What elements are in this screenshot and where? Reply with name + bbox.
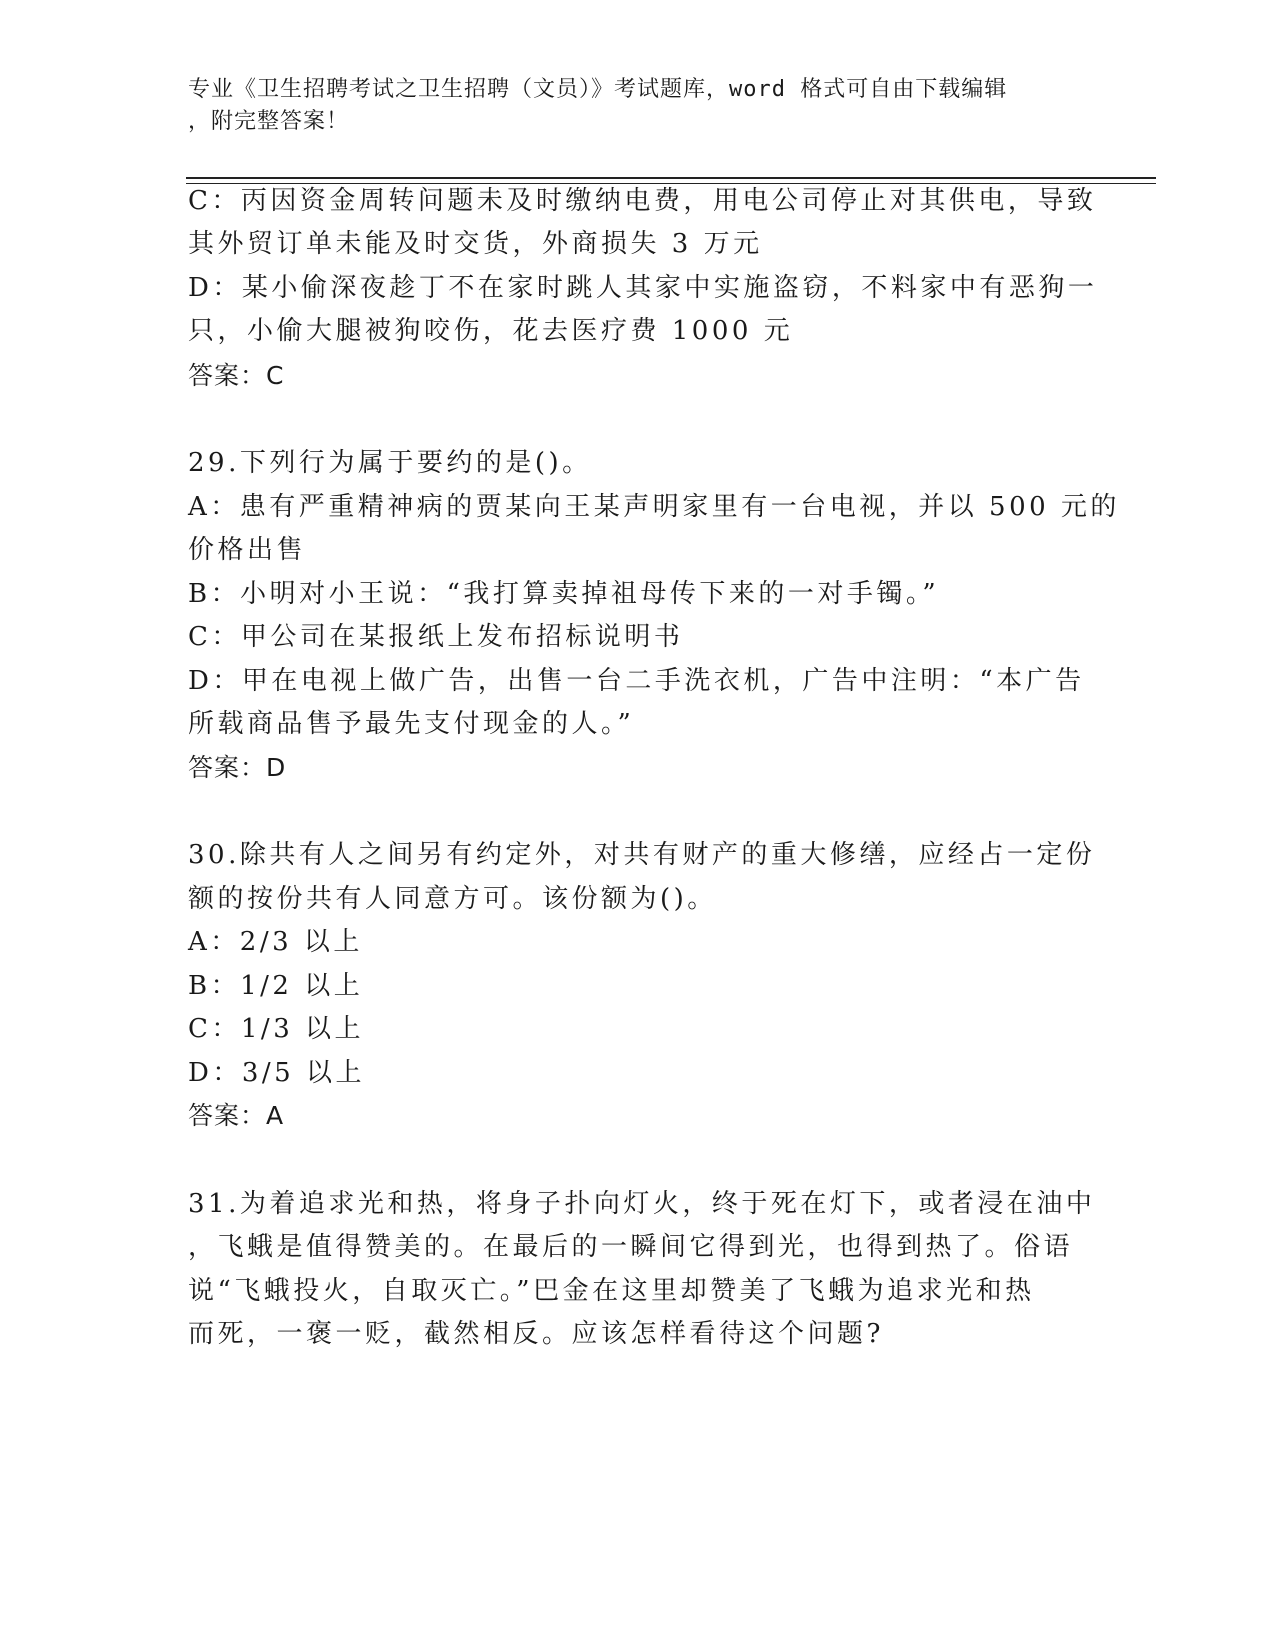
q28-option-d-line-2: 只，小偷大腿被狗咬伤，花去医疗费 1000 元 (188, 316, 794, 346)
q28-option-c-line-2: 其外贸订单未能及时交货，外商损失 3 万元 (188, 229, 763, 259)
document-header (188, 74, 1068, 138)
q28-option-c-line-1: C：丙因资金周转问题未及时缴纳电费，用电公司停止对其供电，导致 (188, 186, 1097, 216)
header-divider-thick (186, 177, 1156, 179)
q29-option-b: B：小明对小王说：“我打算卖掉祖母传下来的一对手镯。” (188, 579, 940, 609)
q29-option-a-line-1: A：患有严重精神病的贾某向王某声明家里有一台电视，并以 500 元的 (188, 492, 1120, 522)
header-line-1: 专业《卫生招聘考试之卫生招聘（文员）》考试题库，word 格式可自由下载编辑 (188, 77, 1008, 102)
q30-option-b: B：1/2 以上 (188, 971, 364, 1001)
header-line-2: ，附完整答案！ (188, 109, 350, 134)
q30-stem-line-2: 额的按份共有人同意方可。该份额为()。 (188, 884, 717, 914)
header-divider-thin (186, 183, 1156, 184)
q30-option-c: C：1/3 以上 (188, 1014, 365, 1044)
q29-option-a-line-2: 价格出售 (188, 535, 307, 565)
q30-answer: 答案：A (188, 1101, 285, 1130)
q31-stem-line-1: 31.为着追求光和热，将身子扑向灯火，终于死在灯下，或者浸在油中 (188, 1189, 1096, 1219)
q30-option-a: A：2/3 以上 (188, 927, 363, 957)
q28-answer: 答案：C (188, 361, 285, 390)
q29-option-d-line-1: D：甲在电视上做广告，出售一台二手洗衣机，广告中注明：“本广告 (188, 666, 1085, 696)
q30-stem-line-1: 30.除共有人之间另有约定外，对共有财产的重大修缮，应经占一定份 (188, 840, 1096, 870)
q31-stem-line-4: 而死，一褒一贬，截然相反。应该怎样看待这个问题? (188, 1319, 884, 1349)
q31-stem-line-2: ，飞蛾是值得赞美的。在最后的一瞬间它得到光，也得到热了。俗语 (188, 1232, 1074, 1262)
q29-answer: 答案：D (188, 753, 287, 782)
q29-stem: 29.下列行为属于要约的是()。 (188, 448, 592, 478)
q31-stem-line-3: 说“飞蛾投火，自取灭亡。”巴金在这里却赞美了飞蛾为追求光和热 (188, 1276, 1035, 1306)
q28-option-d-line-1: D：某小偷深夜趁丁不在家时跳人其家中实施盗窃，不料家中有恶狗一 (188, 273, 1098, 303)
q29-option-c: C：甲公司在某报纸上发布招标说明书 (188, 622, 684, 652)
q29-option-d-line-2: 所载商品售予最先支付现金的人。” (188, 709, 635, 739)
q30-option-d: D：3/5 以上 (188, 1058, 365, 1088)
